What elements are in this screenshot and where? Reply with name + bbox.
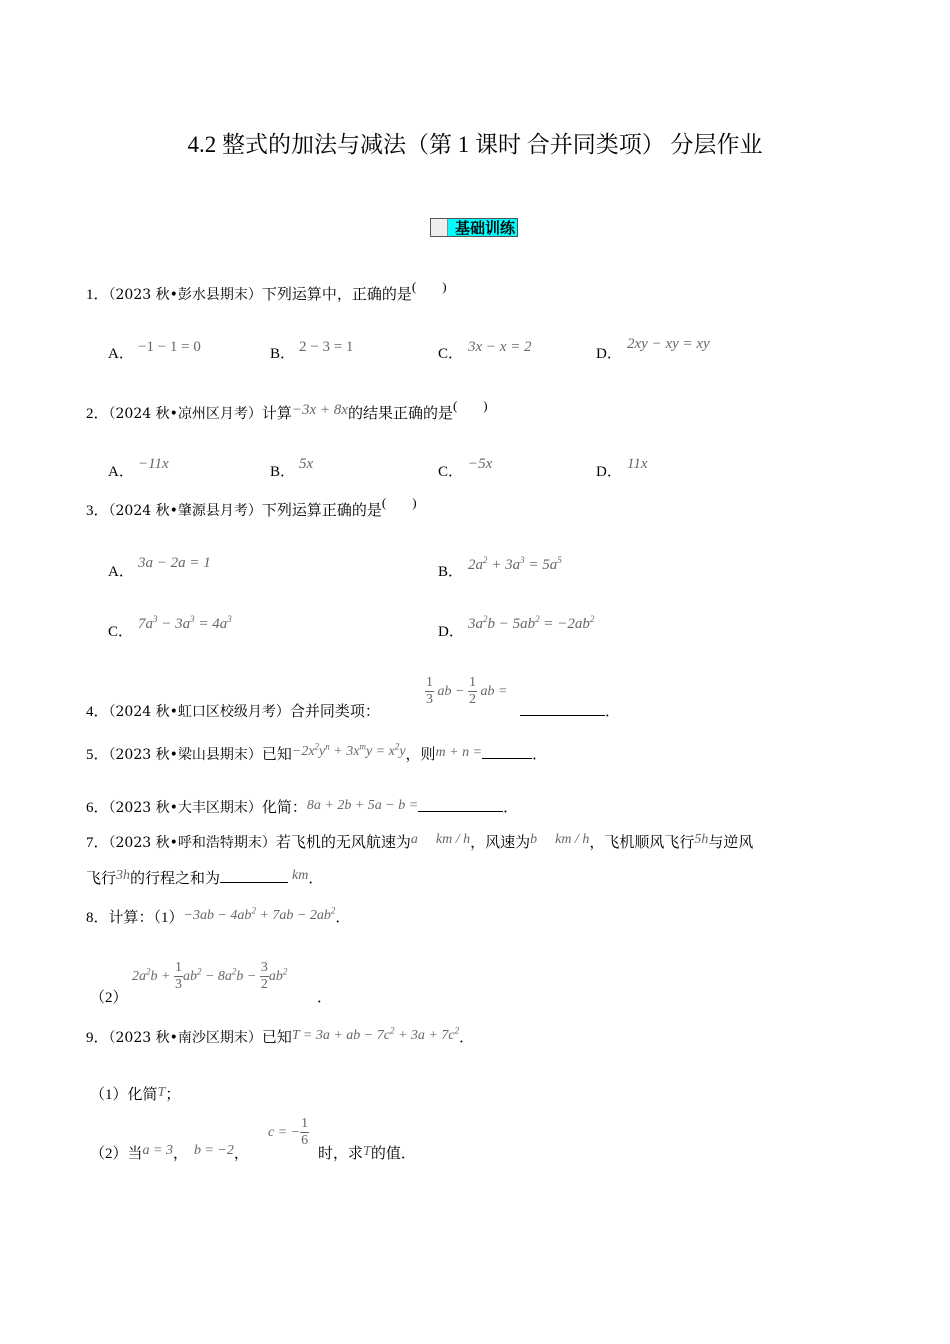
q1-option-b-math: 2 − 3 = 1 [299,339,354,355]
q5-blank[interactable] [482,744,532,759]
q1-option-b[interactable]: B． [270,346,296,362]
q2-option-c-math: −5x [468,456,493,472]
q2-option-d[interactable]: D． [596,464,622,480]
q4-answer[interactable]: ． [520,700,620,721]
page-title: 4.2 整式的加法与减法（第 1 课时 合并同类项） 分层作业 [187,132,763,157]
q1-option-a[interactable]: A． [108,346,134,362]
q9-part2: （2）当a = 3， b = −2， [90,1143,249,1162]
q3-option-d[interactable]: D． [438,624,464,640]
q4-expression: $\frac{1}{3}$ ab − $\frac{1}{2}$ ab = [426,675,508,707]
q2-option-c[interactable]: C． [438,464,464,480]
q1-option-c[interactable]: C． [438,346,464,362]
question-9: 9．（2023 秋•南沙区期末）已知T = 3a + ab − $7c^2 + 3a + 7c^2$． [86,1025,475,1046]
q9-part1: （1）化简T； [90,1085,181,1103]
section-header [430,218,518,237]
q8-part2-expression: $2a^2b$ + $\frac{1}{3}$ $ab^2 - 8a^2b$ − $\frac{3}{2}$ $ab^2$ [132,960,288,992]
section-title: 基础训练 [454,219,515,237]
question-3: 3．（2024 秋•肇源县月考）下列运算正确的是( ) [86,495,417,519]
question-5: 5．（2023 秋•梁山县期末）已知$-2x^2y^n + 3x^my = x^2y$，则m + n = ． [86,741,548,763]
question-2: 2．（2024 秋•凉州区月考）计算−3x + 8x的结果正确的是( ) [86,398,488,422]
q2-option-a-math: −11x [138,456,169,472]
q3-option-a-math: 3a − 2a = 1 [138,555,211,571]
question-7-line-2: 飞行3h的行程之和为 km． [86,868,324,887]
section-marker [431,219,448,236]
q3-option-d-math: $3a^2b - 5ab^2 = -2ab^2$ [468,614,595,632]
q2-option-a[interactable]: A． [108,464,134,480]
q2-option-b-math: 5x [299,456,314,472]
q3-option-b-math: $2a^2 + 3a^3 = 5a^5$ [468,555,562,573]
question-6: 6．（2023 秋•大丰区期末）化简：8a + 2b + 5a − b = ． [86,798,519,816]
q1-option-d[interactable]: D． [596,346,622,362]
question-1: 1．（2023 秋•彭水县期末）下列运算中，正确的是( ) [86,279,447,303]
q3-option-a[interactable]: A． [108,564,134,580]
q1-option-d-math: 2xy − xy = xy [627,336,710,352]
q4-blank[interactable] [520,701,605,716]
q9-c-value: c = − $\frac{1}{6}$ [268,1116,309,1148]
q7-blank[interactable] [220,868,288,883]
q8-part2-label: （2） [90,990,128,1006]
q1-option-c-math: 3x − x = 2 [468,339,532,355]
q2-option-b[interactable]: B． [270,464,296,480]
question-8: 8．计算：$(1)-3ab - 4ab^2 + 7ab - 2ab^2$． [86,905,351,926]
q1-option-a-math: −1 − 1 = 0 [138,339,201,355]
q8-part2-end: ． [317,990,333,1006]
q3-option-c[interactable]: C． [108,624,134,640]
q3-option-b[interactable]: B． [438,564,464,580]
q6-blank[interactable] [418,797,503,812]
question-7-line-1: 7．（2023 秋•呼和浩特期末）若飞机的无风航速为a km / h，风速为b km / h，飞机顺风飞行5h与逆风 [86,832,754,851]
question-4: 4．（2024 秋•虹口区校级月考）合并同类项： [86,704,380,720]
q9-part2-end: 时，求T的值． [318,1144,416,1162]
q3-option-c-math: $7a^3 - 3a^3 = 4a^3$ [138,614,232,632]
q2-option-d-math: 11x [627,456,648,472]
